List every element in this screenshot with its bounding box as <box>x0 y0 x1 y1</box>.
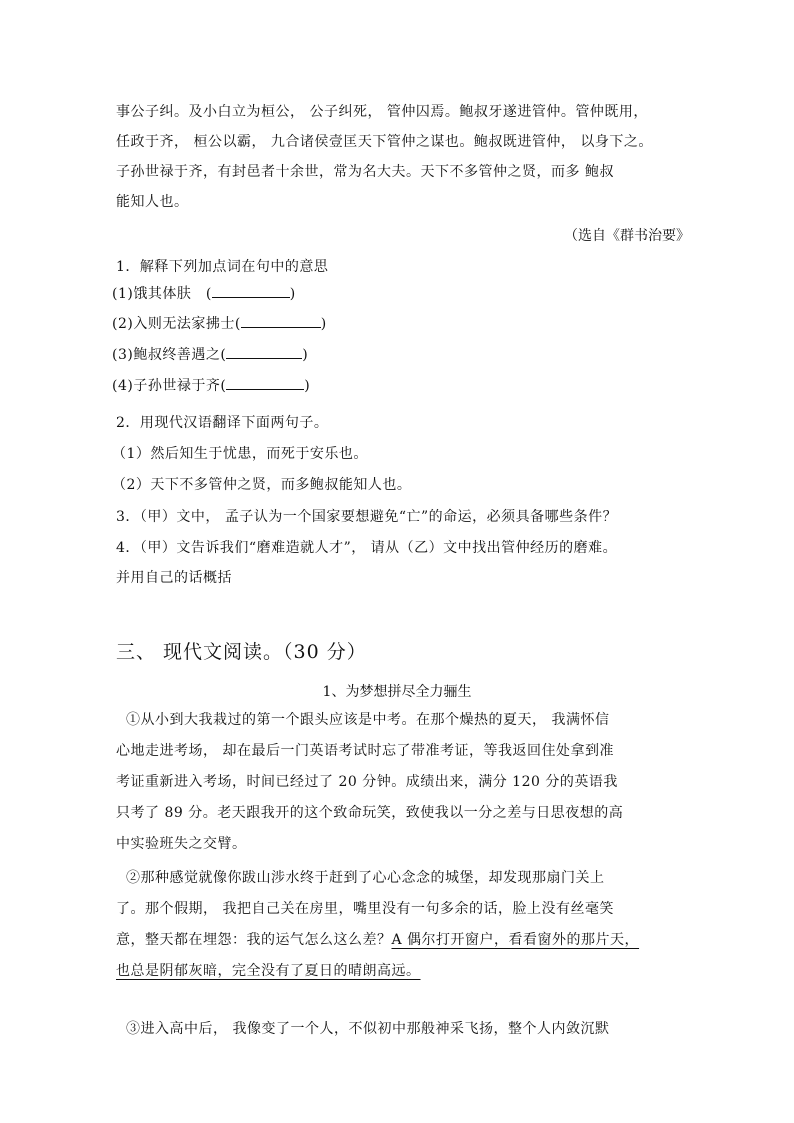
section-heading: 三、 现代文阅读。（30 分） <box>116 641 367 663</box>
item-close: ) <box>302 347 309 363</box>
question-1-item-3 <box>112 344 308 365</box>
question-4-line-2: 并用自己的话概括 <box>116 570 232 586</box>
item-close: ) <box>320 316 327 332</box>
classical-line-2: 任政于齐， 桓公以霸， 九合诸侯壹匡天下管仲之谋也。鲍叔既进管仲， 以身下之。 <box>116 134 653 150</box>
item-close: ) <box>289 286 296 302</box>
classical-line-4: 能知人也。 <box>116 194 189 210</box>
item-text: (4)子孙世禄于齐( <box>112 378 227 394</box>
question-2-item-2: （2）天下不多管仲之贤，而多鲍叔能知人也。 <box>112 477 412 493</box>
answer-blank[interactable] <box>226 344 302 359</box>
answer-blank[interactable] <box>241 313 321 328</box>
item-text: (1)饿其体肤 ( <box>112 286 212 302</box>
question-1-item-2 <box>112 313 327 334</box>
item-text: (3)鲍叔终善遇之( <box>112 347 227 363</box>
p1-line-3: 考证重新进入考场，时间已经过了 20 分钟。成绩出来，满分 120 分的英语我 <box>116 774 618 790</box>
passage-title: 1、为梦想拼尽全力骊生 <box>322 684 472 700</box>
classical-line-1: 事公子纠。及小白立为桓公， 公子纠死， 管仲囚焉。鲍叔牙遂进管仲。管仲既用， <box>116 104 648 120</box>
classical-line-3: 子孙世禄于齐，有封邑者十余世，常为名大夫。天下不多管仲之贤，而多 鲍叔 <box>116 164 614 180</box>
p2-line-3 <box>116 930 639 950</box>
question-1-item-4 <box>112 375 310 396</box>
p1-line-5: 中实验班失之交臂。 <box>116 836 247 852</box>
item-close: ) <box>304 378 311 394</box>
p2-line-4-underlined: 也总是阴郁灰暗，完全没有了夏日的晴朗高远。 <box>116 963 421 979</box>
p2-line-3-text: 意，整天都在埋怨：我的运气怎么这么差？ <box>116 932 392 948</box>
question-4-line-1: 4．（甲）文告诉我们“磨难造就人才”， 请从（乙）文中找出管仲经历的磨难。 <box>116 540 618 556</box>
p3-line-1: ③进入高中后， 我像变了一个人，不似初中那般神采飞扬，整个人内敛沉默 <box>126 1021 610 1037</box>
p2-line-1: ②那种感觉就像你跋山涉水终于赶到了心心念念的城堡，却发现那扇门关上 <box>126 870 605 886</box>
question-2-item-1: （1）然后知生于忧患，而死于安乐也。 <box>112 446 368 462</box>
answer-blank[interactable] <box>226 375 304 390</box>
question-1-item-1 <box>112 283 296 304</box>
question-1-title: 1．解释下列加点词在句中的意思 <box>116 259 329 275</box>
p1-line-1: ①从小到大我栽过的第一个跟头应该是中考。在那个燥热的夏天， 我满怀信 <box>126 712 610 728</box>
underlined-sentence-a: A 偶尔打开窗户，看看窗外的那片天， <box>391 932 640 948</box>
question-3: 3．（甲）文中， 孟子认为一个国家要想避免“亡”的命运，必须具备哪些条件？ <box>116 509 618 525</box>
p1-line-4: 只考了 89 分。老天跟我开的这个致命玩笑，致使我以一分之差与日思夜想的高 <box>116 805 624 821</box>
item-text: (2)入则无法家拂士( <box>112 316 241 332</box>
p1-line-2: 心地走进考场， 却在最后一门英语考试时忘了带准考证，等我返回住处拿到准 <box>116 743 614 759</box>
source-citation: （选自《群书治要》 <box>564 228 690 244</box>
p2-line-2: 了。那个假期， 我把自己关在房里，嘴里没有一句多余的话，脸上没有丝毫笑 <box>116 901 614 917</box>
question-2-title: 2．用现代汉语翻译下面两句子。 <box>116 415 329 431</box>
answer-blank[interactable] <box>212 283 290 298</box>
